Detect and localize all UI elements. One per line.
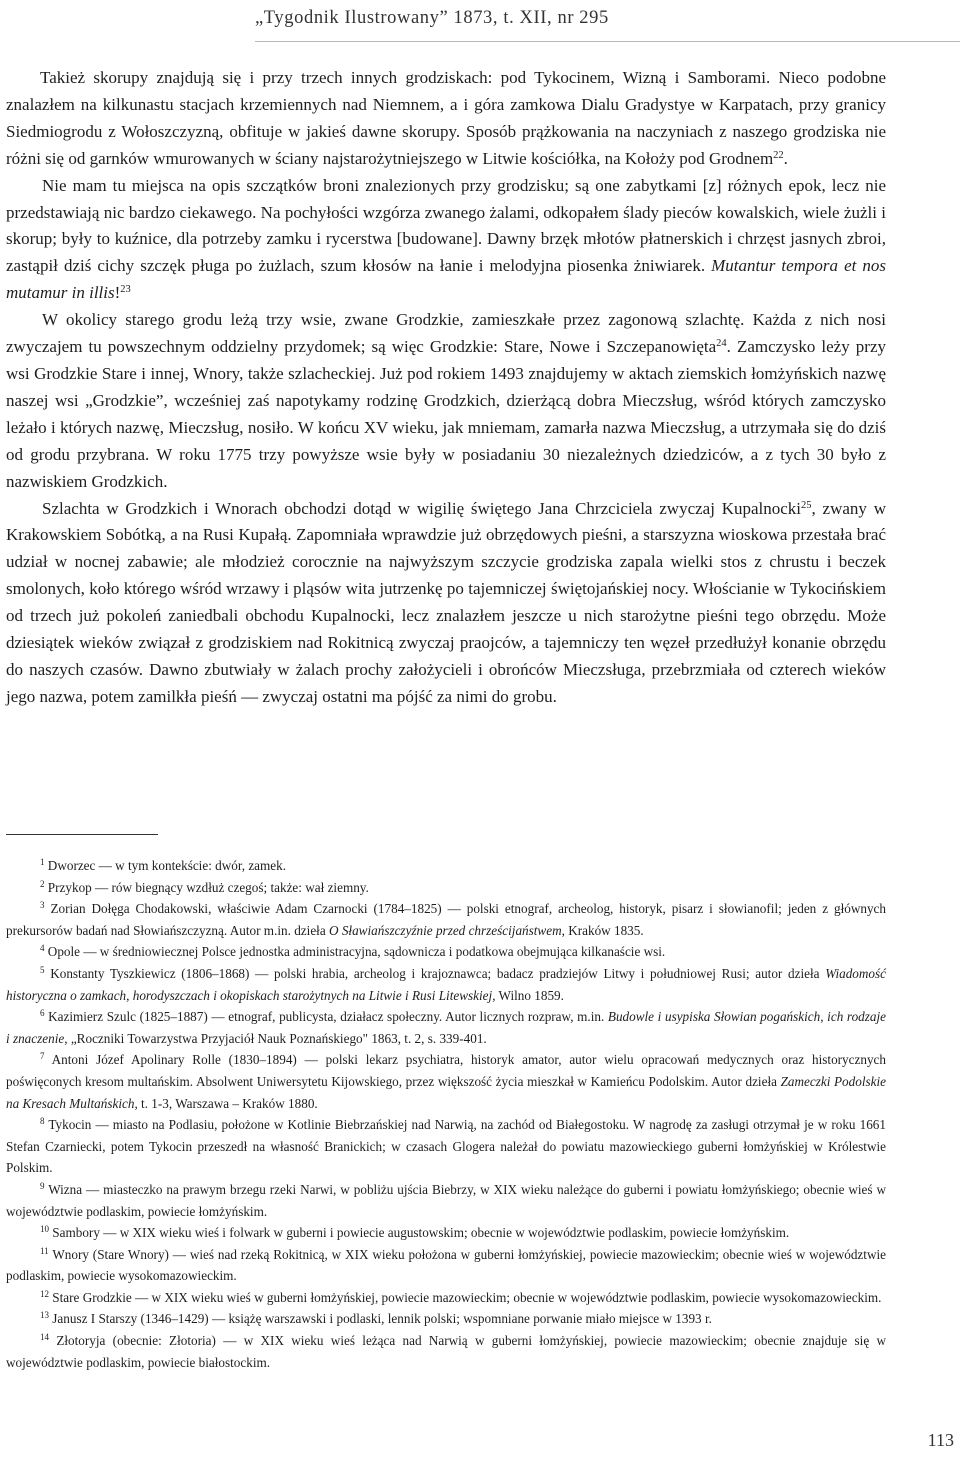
paragraph-4	[6, 496, 886, 711]
paragraph-3	[6, 307, 886, 495]
footnote-ref: 24	[716, 338, 727, 350]
main-text	[6, 65, 886, 711]
paragraph-text: . Zamczysko leży przy wsi Grodzkie Stare i innej, Wnory, także szlacheckiej. Już pod rokiem 1493 znajdujemy w aktach ziemskich łomżyńskich nazwę naszej wsi „Grodzkie”, wcześniej zaś napotykamy rodzinę Grodzkich, dzierżącą dobra Mieczsług, wśród których zamczysko leżało i których nazwę, Mieczsług, nosiło. W końcu XV wieku, jak mniemam, zamarła nazwa Mieczsług, a utrzymała się do dziś od grodu przybrana. W roku 1775 trzy powyższe wsie były w posiadaniu 30 niezależnych dziedziców, a z tych 30 było z nazwiskiem Grodzkich.	[6, 337, 886, 491]
footnote-1	[6, 855, 886, 877]
footnote-4	[6, 941, 886, 963]
footnote-text: Zorian Dołęga Chodakowski, właściwie Adam Czarnocki (1784–1825) — polski etnograf, archeolog, historyk, pisarz i słowianofil; jeden z głównych prekursorów badań nad Słowiańszczyzną. Autor m.in. dzieła	[6, 901, 887, 938]
footnote-text: Dworzec — w tym kontekście: dwór, zamek.	[47, 858, 287, 873]
journal-citation: „Tygodnik Ilustrowany” 1873, t. XII, nr 295	[255, 8, 609, 28]
footnote-ref: 23	[120, 284, 131, 296]
footnote-divider	[6, 834, 158, 835]
footnote-2	[6, 877, 886, 899]
footnote-text: Opole — w średniowiecznej Polsce jednostka administracyjna, sądownicza i podatkowa obejmująca kilkanaście wsi.	[47, 944, 666, 960]
running-header	[255, 0, 960, 42]
latin-quote: Mutantur tempora et nos mutamur in illis	[6, 256, 886, 303]
footnote-number: 5	[40, 964, 45, 975]
footnote-text: , „Roczniki Towarzystwa Przyjaciół Nauk Poznańskiego" 1863, t. 2, s. 339-401.	[64, 1030, 487, 1046]
footnote-7	[6, 1049, 886, 1114]
footnote-text: Sambory — w XIX wieku wieś i folwark w guberni i powiecie augustowskim; obecnie w województwie podlaskim, powiecie łomżyńskim.	[52, 1225, 790, 1241]
paragraph-text: W okolicy starego grodu leżą trzy wsie, zwane Grodzkie, zamieszkałe przez zagonową szlachtę. Każda z nich nosi zwyczajem tu powszechnym oddzielny przydomek; są więc Grodzkie: Stare, Nowe i Szczepanowięta	[6, 310, 886, 357]
paragraph-2	[6, 173, 886, 308]
footnote-text: , t. 1-3, Warszawa – Kraków 1880.	[134, 1095, 318, 1111]
footnote-9	[6, 1179, 886, 1222]
footnote-ref: 22	[773, 149, 784, 161]
footnote-ref: 25	[801, 499, 812, 511]
footnote-number: 10	[40, 1224, 49, 1235]
footnotes	[6, 855, 886, 1373]
footnote-number: 1	[40, 857, 45, 867]
footnote-number: 6	[40, 1008, 45, 1019]
footnote-number: 9	[40, 1180, 45, 1191]
footnote-13	[6, 1308, 886, 1330]
footnote-text: , Wilno 1859.	[492, 987, 564, 1003]
footnote-text: Wnory (Stare Wnory) — wieś nad rzeką Rokitnicą, w XIX wieku położona w guberni łomżyńskiej, powiecie mazowieckim; obecnie wieś w województwie podlaskim, powiecie wysokomazowieckim.	[6, 1246, 886, 1284]
paragraph-text: Szlachta w Grodzkich i Wnorach obchodzi dotąd w wigilię świętego Jana Chrzciciela zwyczaj Kupalnocki	[42, 498, 802, 518]
footnote-number: 4	[40, 943, 45, 954]
footnote-number: 13	[40, 1310, 49, 1321]
paragraph-text: Takież skorupy znajdują się i przy trzech innych grodziskach: pod Tykocinem, Wizną i Samborami. Nieco podobne znalazłem na kilkunastu stacjach krzemiennych nad Niemnem, a i góra zamkowa Dialu Gradystye w Karpatach, przy granicy Siedmiogrodu z Wołoszczyzną, obfituje w jakieś dawne skorupy. Sposób prążkowania na naczyniach z naszego grodziska nie różni się od garnków wmurowanych w ściany najstarożytniejszego w Litwie kościółka, na Kołoży pod Grodnem	[6, 68, 886, 168]
footnote-number: 14	[40, 1332, 49, 1343]
paragraph-text: Nie mam tu miejsca na opis szczątków broni znalezionych przy grodzisku; są one zabytkami [z] różnych epok, lecz nie przedstawiają nic bardzo ciekawego. Na pochyłości wzgórza zwanego żalami, odkopałem ślady pieców kowalskich, wiele żużli i skorup; były to kuźnice, dla potrzeby zamku i rycerstwa [budowane]. Dawny brzęk młotów płatnerskich i chrzęst jasnych zbroi, zastąpił dziś cichy szczęk pługa po żużlach, szum kłosów na łanie i melodyjna piosenka żniwiarek.	[6, 175, 886, 276]
footnote-3	[6, 898, 886, 941]
footnote-14	[6, 1330, 886, 1373]
footnote-12	[6, 1287, 886, 1309]
footnote-text: , Kraków 1835.	[561, 922, 644, 938]
footnote-number: 3	[40, 900, 45, 911]
footnote-8	[6, 1114, 886, 1179]
footnote-title: Budowle i usypiska Słowian pogańskich, ich rodzaje i znaczenie	[6, 1009, 886, 1046]
footnote-number: 7	[40, 1051, 45, 1062]
footnote-11	[6, 1244, 886, 1287]
paragraph-1	[6, 65, 886, 173]
footnote-text: Janusz I Starszy (1346–1429) — książę warszawski i podlaski, lennik polski; wspomniane porwanie miało miejsce w 1393 r.	[52, 1311, 712, 1327]
footnote-text: Kazimierz Szulc (1825–1887) — etnograf, publicysta, działacz społeczny. Autor licznych rozpraw, m.in.	[48, 1009, 608, 1025]
paragraph-text: , zwany w Krakowskiem Sobótką, a na Rusi Kupałą. Zapomniała wprawdzie już obrzędowych pieśni, a starszyzna wioskowa przestała brać udział w nocnej zabawie; ale młodzież corocznie na najwyższym szczycie grodziska zapala wielki stos z chrustu i beczek smolonych, koło którego wśród wrzawy i pląsów wita jutrzenkę po tajemniczej świętojańskiej nocy. Włościanie w Tykocińskiem od trzech już pokoleń zaniedbali obchodu Kupalnocki, lecz znalazłem jeszcze u nich starożytne pieśni tego obrzędu. Może dziesiątek wieków związał z grodziskiem nad Rokitnicą zwyczaj praojców, a tajemniczy ten węzeł przedłużył konanie obrzędu do naszych czasów. Dawno zbutwiały w żalach prochy założycieli i obrońców Mieczsługa, przebrzmiała od czterech wieków jego nazwa, potem zamilkła pieśń — zwyczaj ostatni ma pójść za nimi do grobu.	[6, 498, 886, 706]
footnote-number: 8	[40, 1116, 45, 1127]
footnote-text: Konstanty Tyszkiewicz (1806–1868) — polski hrabia, archeolog i krajoznawca; badacz pradziejów Litwy i południowej Rusi; autor dzieła	[50, 965, 826, 981]
footnote-6	[6, 1006, 886, 1049]
footnote-text: Wizna — miasteczko na prawym brzegu rzeki Narwi, w pobliżu ujścia Biebrzy, w XIX wieku należące do guberni i powiatu łomżyńskiego; obecnie wieś w województwie podlaskim, powiecie łomżyńskim.	[6, 1181, 887, 1219]
footnote-text: Tykocin — miasto na Podlasiu, położone w Kotlinie Biebrzańskiej nad Narwią, na zachód od Białegostoku. W nagrodę za zasługi otrzymał je w roku 1661 Stefan Czarniecki, potem Tykocin przeszedł na własność Branickich; w czasach Glogera należał do powiatu mazowieckiego guberni łomżyńskiej w Królestwie Polskim.	[6, 1117, 886, 1176]
footnote-text: Antoni Józef Apolinary Rolle (1830–1894) — polski lekarz psychiatra, historyk amator, autor wielu opracowań medycznych oraz historycznych poświęconych kresom multańskim. Absolwent Uniwersytetu Kijowskiego, przez większość życia mieszkał w Kamieńcu Podolskim. Autor dzieła	[6, 1052, 886, 1089]
footnote-text: Stare Grodzkie — w XIX wieku wieś w guberni łomżyńskiej, powiecie mazowieckim; obecnie w województwie podlaskim, powiecie wysokomazowieckim.	[52, 1289, 882, 1305]
footnote-text: Złotoryja (obecnie: Złotoria) — w XIX wieku wieś leżąca nad Narwią w guberni łomżyńskiej, powiecie mazowieckim; obecnie znajduje się w województwie podlaskim, powiecie białostockim.	[6, 1333, 887, 1370]
footnote-10	[6, 1222, 886, 1244]
footnote-number: 12	[40, 1288, 49, 1299]
paragraph-text: .	[783, 148, 788, 168]
page-number: 113	[927, 1430, 954, 1450]
footnote-title: Wiadomość historyczna o zamkach, horodyszczach i okopiskach starożytnych na Litwie i Rusi Litewskiej	[6, 965, 886, 1003]
footnote-title: Zameczki Podolskie na Kresach Multańskich	[6, 1073, 887, 1111]
footnote-text: Przykop — rów biegnący wzdłuż czegoś; także: wał ziemny.	[47, 879, 369, 895]
footnote-title: O Sławiańszczyźnie przed chrześcijaństwem	[329, 922, 562, 938]
paragraph-text: !	[114, 283, 121, 303]
footnote-number: 11	[40, 1245, 49, 1256]
footnote-5	[6, 963, 886, 1006]
footnote-number: 2	[40, 878, 45, 889]
